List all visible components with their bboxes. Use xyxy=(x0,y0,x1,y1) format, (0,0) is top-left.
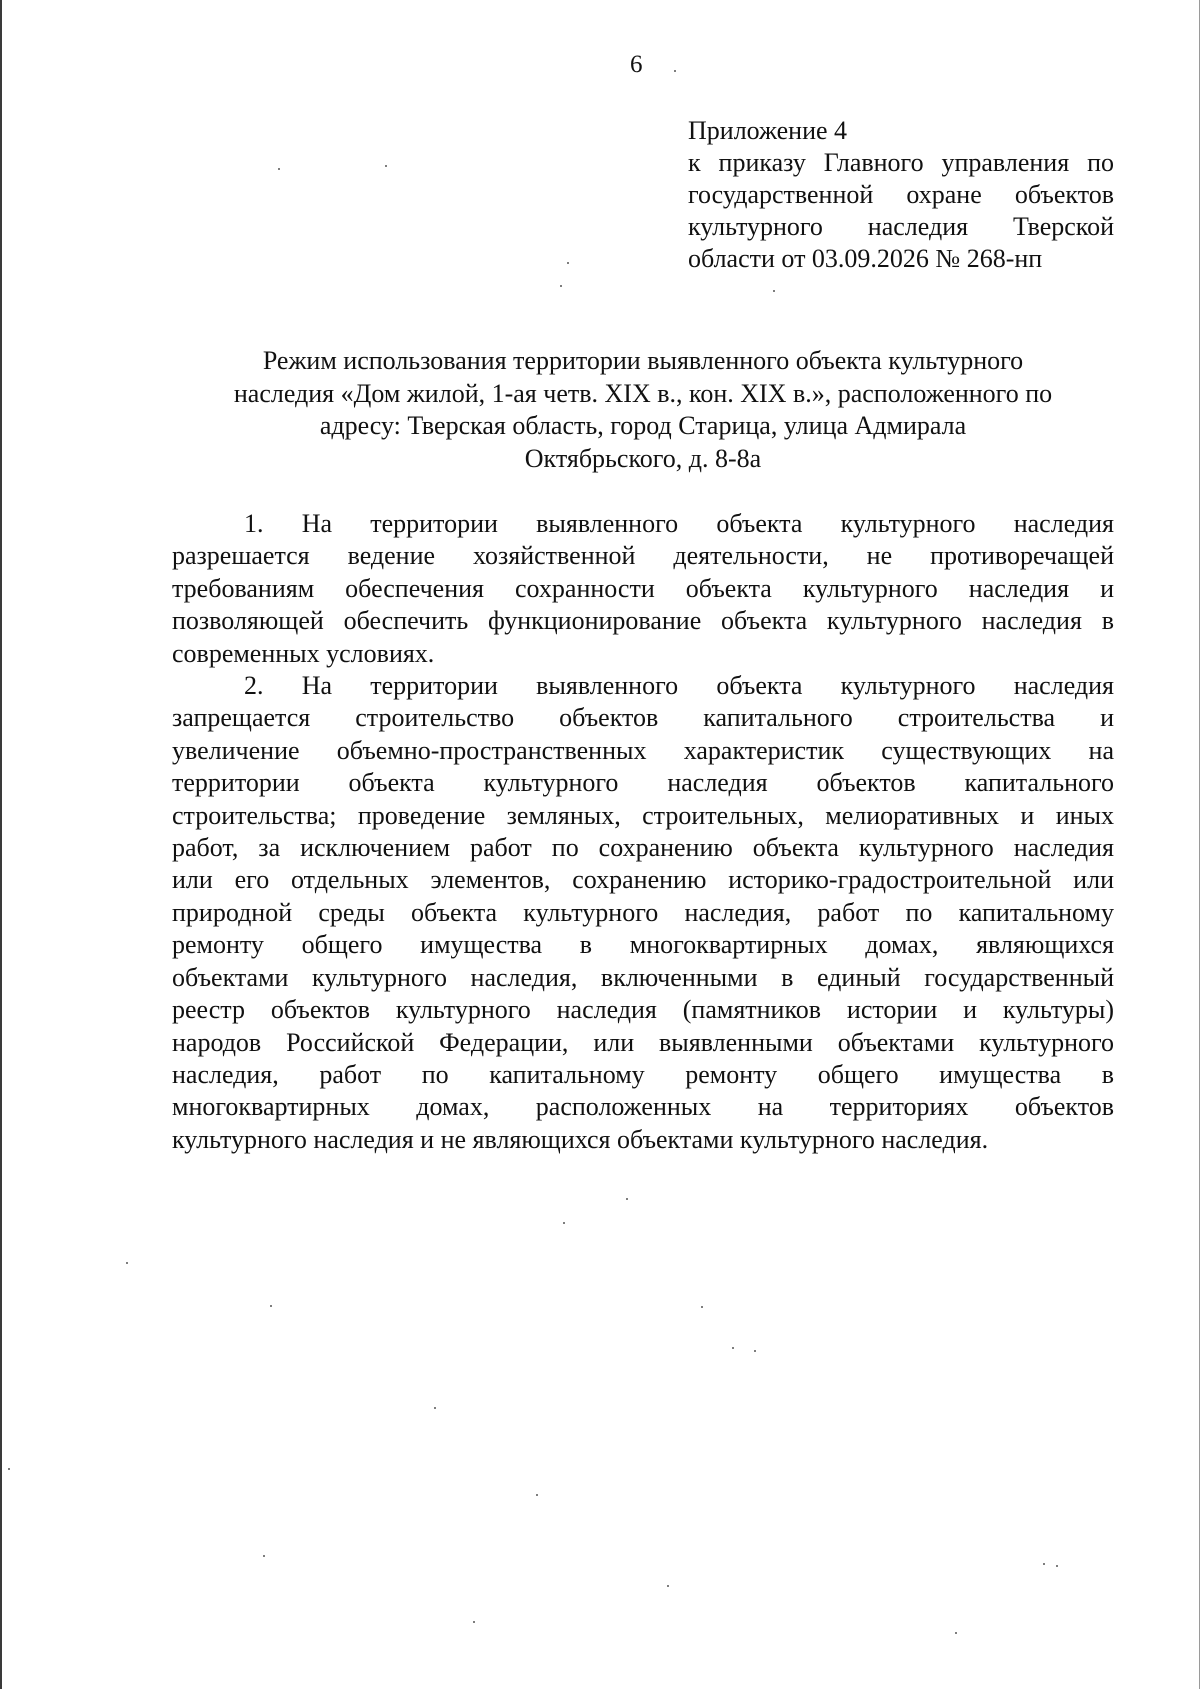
scan-speck xyxy=(263,1555,265,1557)
paragraph-line: реестр объектов культурного наследия (памятников истории и культуры) xyxy=(172,995,1114,1025)
scan-speck xyxy=(536,1494,538,1496)
paragraph-line: народов Российской Федерации, или выявленными объектами культурного xyxy=(172,1027,1114,1057)
paragraph-1 xyxy=(172,508,1114,670)
appendix-line: к приказу Главного управления по xyxy=(688,148,1114,177)
paragraph-line: культурного наследия и не являющихся объектами культурного наследия. xyxy=(172,1124,989,1154)
paragraph-line: позволяющей обеспечить функционирование объекта культурного наследия в xyxy=(172,606,1114,636)
page-number: 6 xyxy=(630,51,643,78)
scan-speck xyxy=(667,1585,669,1587)
scan-speck xyxy=(674,70,676,72)
paragraph-line: природной среды объекта культурного наследия, работ по капитальному xyxy=(172,897,1114,927)
document-title xyxy=(160,345,1126,475)
paragraph-line: разрешается ведение хозяйственной деятельности, не противоречащей xyxy=(172,541,1114,571)
paragraph-line: объектами культурного наследия, включенными в единый государственный xyxy=(172,962,1114,992)
paragraph-line: наследия, работ по капитальному ремонту общего имущества в xyxy=(172,1059,1114,1089)
scan-speck xyxy=(473,1621,475,1623)
document-body xyxy=(172,508,1114,1156)
appendix-line: Приложение 4 xyxy=(688,116,848,145)
appendix-line: культурного наследия Тверской xyxy=(688,212,1114,241)
paragraph-line: увеличение объемно-пространственных характеристик существующих на xyxy=(172,735,1114,765)
scan-speck xyxy=(1056,1565,1058,1567)
scan-speck xyxy=(701,1306,703,1308)
scan-speck xyxy=(560,285,562,287)
scan-speck xyxy=(567,262,569,264)
paragraph-line: строительства; проведение земляных, строительных, мелиоративных и иных xyxy=(172,800,1114,830)
title-line: Режим использования территории выявленного объекта культурного xyxy=(262,346,1024,375)
appendix-line: области от 03.09.2026 № 268-нп xyxy=(688,244,1043,273)
paragraph-line: 2. На территории выявленного объекта культурного наследия xyxy=(244,671,1114,701)
scan-speck xyxy=(754,1350,756,1352)
scan-speck xyxy=(1043,1563,1045,1565)
scan-edge-left xyxy=(0,0,2,1689)
scan-speck xyxy=(385,165,387,167)
scan-speck xyxy=(773,290,775,292)
paragraph-2 xyxy=(172,670,1114,1156)
scan-speck xyxy=(8,1468,10,1470)
paragraph-line: многоквартирных домах, расположенных на территориях объектов xyxy=(172,1092,1114,1122)
scan-speck xyxy=(434,1407,436,1409)
scan-speck xyxy=(732,1347,734,1349)
title-line: адресу: Тверская область, город Старица, улица Адмирала xyxy=(319,411,967,440)
scan-speck xyxy=(563,1222,565,1224)
scan-speck xyxy=(955,1632,957,1634)
paragraph-line: работ, за исключением работ по сохранению объекта культурного наследия xyxy=(172,833,1114,863)
scan-speck xyxy=(270,1305,272,1307)
paragraph-line: 1. На территории выявленного объекта культурного наследия xyxy=(244,509,1114,538)
title-line: Октябрьского, д. 8-8а xyxy=(524,443,762,473)
paragraph-line: запрещается строительство объектов капитального строительства и xyxy=(172,703,1114,733)
title-line: наследия «Дом жилой, 1-ая четв. XIX в., кон. XIX в.», расположенного по xyxy=(233,378,1053,408)
scan-speck xyxy=(278,168,280,170)
paragraph-line: территории объекта культурного наследия объектов капитального xyxy=(172,768,1114,798)
scan-speck xyxy=(126,1262,128,1264)
scan-speck xyxy=(626,1198,628,1200)
paragraph-line: или его отдельных элементов, сохранению историко-градостроительной или xyxy=(172,865,1114,895)
appendix-line: государственной охране объектов xyxy=(688,180,1114,209)
paragraph-line: требованиям обеспечения сохранности объекта культурного наследия и xyxy=(172,573,1114,603)
paragraph-line: ремонту общего имущества в многоквартирных домах, являющихся xyxy=(172,930,1114,960)
appendix-header xyxy=(688,115,1114,275)
paragraph-line: современных условиях. xyxy=(172,638,435,668)
